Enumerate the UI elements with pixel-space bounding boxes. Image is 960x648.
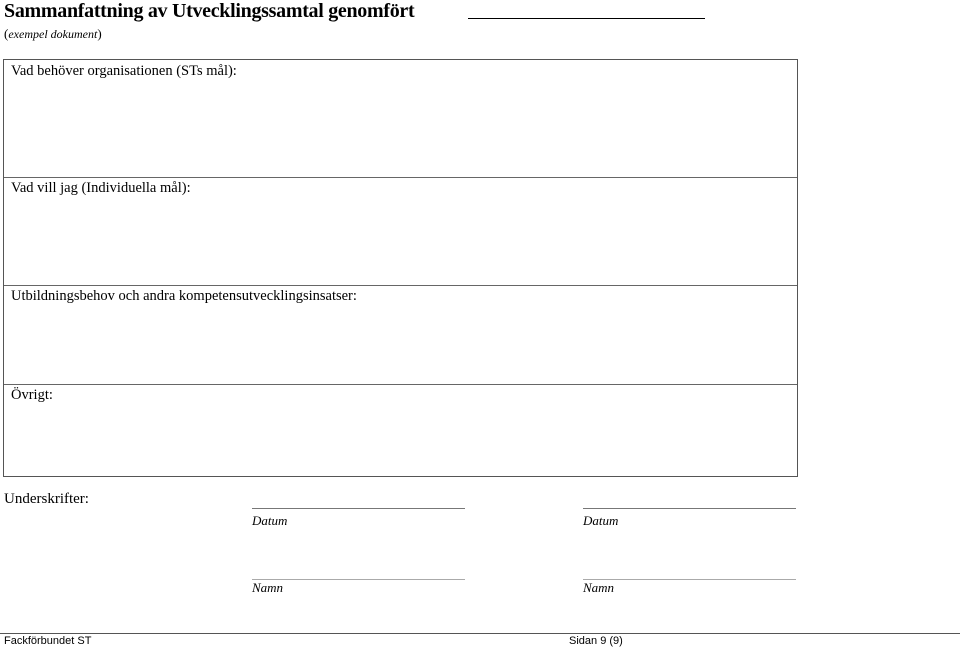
section-label: Vad vill jag (Individuella mål):: [11, 180, 191, 196]
footer-org: Fackförbundet ST: [4, 635, 92, 647]
page-title: Sammanfattning av Utvecklingssamtal genomfört: [4, 0, 415, 22]
section-training[interactable]: [4, 285, 797, 385]
section-organisation[interactable]: [4, 60, 797, 178]
section-other[interactable]: [4, 384, 797, 476]
name-label-left: Namn: [252, 580, 284, 595]
date-label-left: Datum: [252, 513, 288, 528]
name-line-right[interactable]: [583, 579, 796, 580]
title-date-line[interactable]: [468, 18, 705, 19]
subtitle-text: exempel dokument: [8, 27, 98, 41]
paren-close: ): [97, 26, 102, 41]
date-label-right: Datum: [583, 513, 619, 528]
section-label: Övrigt:: [11, 387, 53, 403]
form-box: [3, 59, 798, 477]
date-line-right[interactable]: [583, 508, 796, 509]
name-line-left[interactable]: [252, 579, 465, 580]
subtitle: [4, 26, 102, 42]
date-line-left[interactable]: [252, 508, 465, 509]
paren-open: (: [4, 26, 9, 41]
footer-page: Sidan 9 (9): [569, 635, 623, 647]
section-label: Vad behöver organisationen (STs mål):: [11, 63, 237, 79]
signatures-label: Underskrifter:: [4, 491, 89, 507]
name-label-right: Namn: [583, 580, 615, 595]
section-individual[interactable]: [4, 177, 797, 286]
section-label: Utbildningsbehov och andra kompetensutvecklingsinsatser:: [11, 288, 357, 304]
footer-divider: [0, 633, 960, 634]
